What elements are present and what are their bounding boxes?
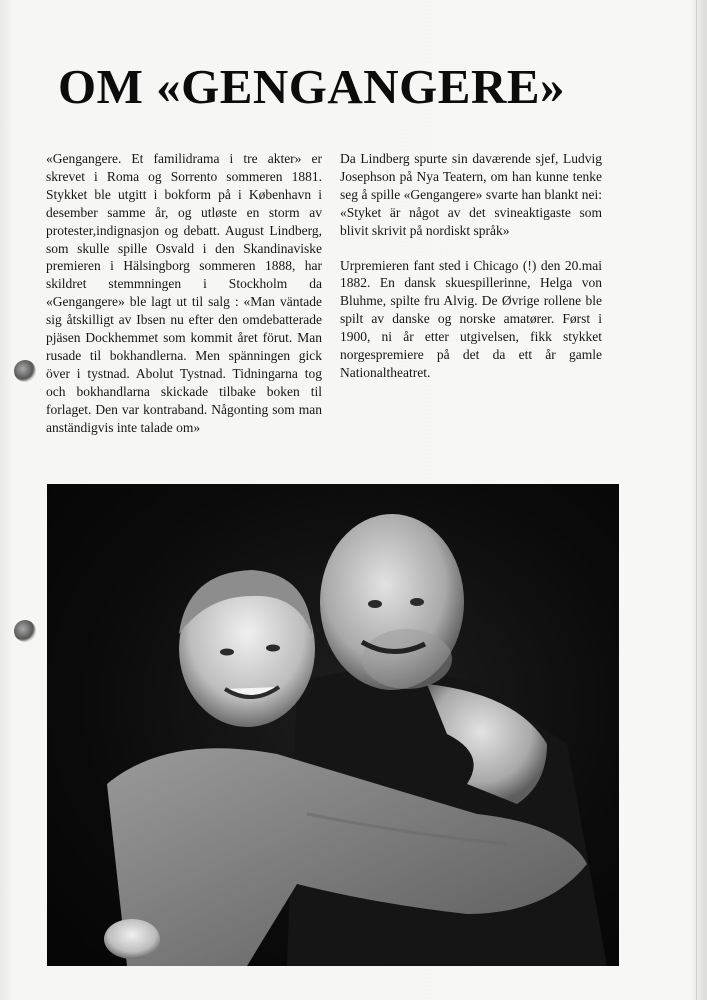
punch-hole — [14, 620, 36, 642]
left-column — [46, 150, 322, 454]
page-title: OM «GENGANGERE» — [58, 59, 566, 114]
left-column-paragraph: «Gengangere. Et familidrama i tre akter» er skrevet i Roma og Sorrento sommeren 1881. Stykket ble utgitt i bokform på i København i desember samme år, og utløste en storm av protester,indignasjon og debatt. August Lindberg, som skulle spille Osvald i den Skandinaviske premieren i Hälsingborg sommeren 1888, har skildret stemmningen i Stockholm da «Gengangere» ble lagt ut til salg : «Man väntade sig åtskilligt av Ibsen nu efter den omdebatterade pjäsen Dockhemmet som kommit året förut. Man rusade til bokhandlerna. Men spänningen gick över i tystnad. Abolut Tystnad. Tidningarna tog och bokhandlarna skickade tilbake boken til forlaget. Den var kontraband. Någonting som man anständigvis inte talade om» — [46, 151, 322, 435]
right-column-paragraph-1: Da Lindberg spurte sin daværende sjef, Ludvig Josephson på Nya Teatern, om han kunne tenke seg å spille «Gengangere» svarte han blankt nei: «Styket är något av det svineaktigaste som blivit skrivit på nordiskt språk» — [340, 151, 602, 238]
woman-hand — [104, 919, 160, 959]
photo-illustration — [47, 484, 619, 966]
right-column — [340, 150, 602, 399]
punch-hole — [14, 360, 36, 382]
binding-edge — [696, 0, 697, 1000]
right-column-paragraph-2: Urpremieren fant sted i Chicago (!) den 20.mai 1882. En dansk skuespillerinne, Helga von Bluhme, spilte fru Alvig. De Øvrige rollene ble spilt av danske og norske amatører. Først i 1900, ni år etter utgivelsen, fikk stykket norgespremiere på det da ett år gamle Nationaltheatret. — [340, 257, 602, 380]
photo — [47, 484, 619, 966]
